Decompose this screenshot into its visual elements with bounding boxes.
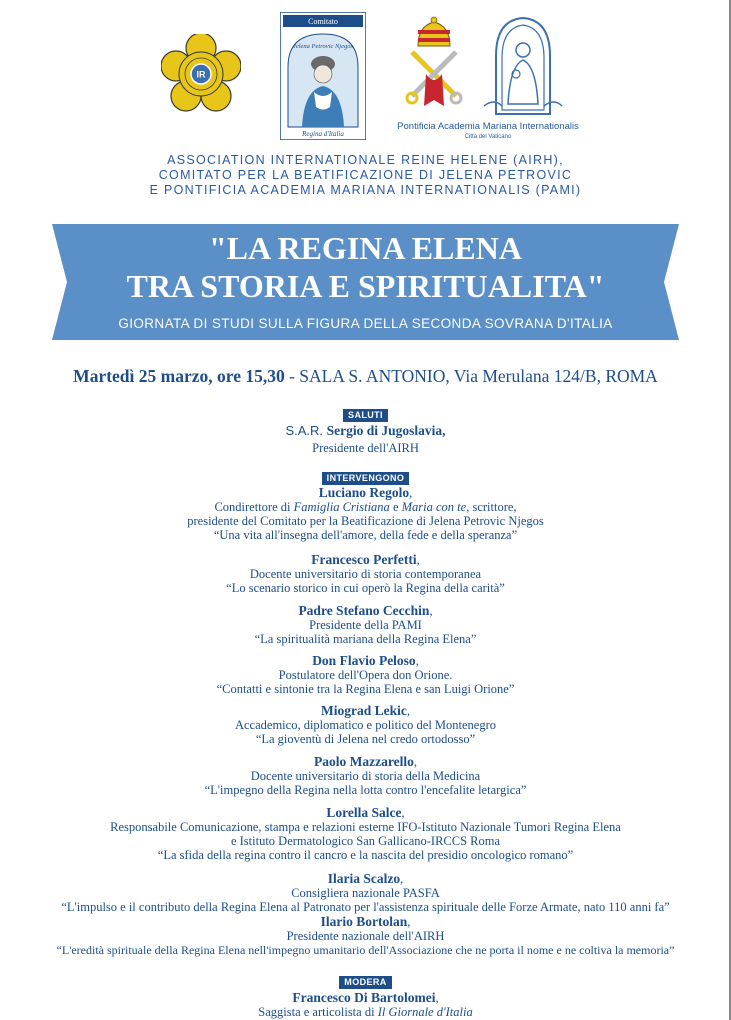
title-banner <box>52 224 679 340</box>
saluti-speaker <box>0 424 731 438</box>
role-text: Condirettore di <box>214 500 294 514</box>
publication-name: Il Giornale d'Italia <box>377 1005 473 1019</box>
speaker-bortolan-role: Presidente nazionale dell'AIRH <box>286 929 445 943</box>
speaker-name: Francesco Perfetti <box>311 552 417 567</box>
title-line-1: "LA REGINA ELENA <box>209 230 522 266</box>
speaker-salce-name: Lorella Salce, <box>326 805 405 820</box>
speaker-name: Lorella Salce <box>326 805 402 820</box>
speaker-name: Paolo Mazzarello <box>314 754 414 769</box>
saluti-prefix: S.A.R. <box>285 423 327 438</box>
pami-name: Pontificia Academia Mariana Internationalis <box>397 121 579 132</box>
speaker-name: Luciano Regolo <box>318 485 410 500</box>
speaker-perfetti-name: Francesco Perfetti, <box>311 552 420 567</box>
speaker-mazzarello-talk: “L'impegno della Regina nella lotta contro l'encefalite letargica” <box>204 783 527 797</box>
speaker-perfetti-role: Docente universitario di storia contemporanea <box>249 567 482 581</box>
speaker-name: Don Flavio Peloso <box>312 653 416 668</box>
speaker-lekic-talk: “La gioventù di Jelena nel credo ortodosso” <box>255 732 476 746</box>
speaker-scalzo-talk: “L'impulso e il contributo della Regina Elena al Patronato per l'assistenza spirituale delle Forze Armate, nato 110 anni fa” <box>61 900 670 914</box>
role-text: , scrittore, <box>466 500 517 514</box>
comitato-label: Comitato <box>308 17 338 26</box>
speaker-salce-role: Responsabile Comunicazione, stampa e relazioni esterne IFO-Istituto Nazionale Tumori Regina Elena <box>110 820 621 834</box>
speaker-bortolan-talk: “L'eredità spirituale della Regina Elena nell'impegno umanitario dell'Associazione che ne porta il nome e ne coltiva la memoria” <box>56 943 675 957</box>
speaker-cecchin-role: Presidente della PAMI <box>309 618 422 632</box>
rose-logo-icon <box>161 34 241 114</box>
speaker-salce-talk: “La sfida della regina contro il cancro e la nascita del presidio oncologico romano” <box>157 848 574 862</box>
saluti-name: Sergio di Jugoslavia, <box>326 423 446 438</box>
speaker-name: Ilario Bortolan <box>320 914 408 929</box>
role-text: e <box>389 500 402 514</box>
event-date: Martedì 25 marzo, ore 15,30 <box>73 366 285 386</box>
speaker-mazzarello-name: Paolo Mazzarello, <box>314 754 417 769</box>
modera-label: MODERA <box>339 976 391 989</box>
comitato-footer: Regina d'Italia <box>302 130 344 138</box>
speaker-peloso-talk: “Contatti e sintonie tra la Regina Elena e san Luigi Orione” <box>216 682 515 696</box>
rose-initials: IR <box>196 69 206 80</box>
publication-name: Famiglia Cristiana <box>293 500 390 514</box>
speaker-cecchin-name: Padre Stefano Cecchin, <box>298 603 433 618</box>
association-line-3: E PONTIFICIA ACADEMIA MARIANA INTERNATIONALIS (PAMI) <box>149 183 582 197</box>
speaker-regolo-role-2: presidente del Comitato per la Beatificazione di Jelena Petrovic Njegos <box>187 514 544 528</box>
intervengono-badge <box>0 468 731 481</box>
association-line-1: ASSOCIATION INTERNATIONALE REINE HELENE (AIRH), <box>167 153 564 167</box>
pami-location: Città del Vaticano <box>464 134 512 140</box>
moderator-role <box>0 1005 731 1019</box>
modera-badge <box>0 972 731 985</box>
role-text: Saggista e articolista di <box>258 1005 378 1019</box>
speaker-salce-role-2: e Istituto Dermatologico San Gallicano-IRCCS Roma <box>230 834 501 848</box>
publication-name: Maria con te <box>401 500 467 514</box>
pami-logo-icon <box>404 16 564 118</box>
saluti-role: Presidente dell'AIRH <box>312 441 419 455</box>
banner-subtitle: GIORNATA DI STUDI SULLA FIGURA DELLA SECONDA SOVRANA D'ITALIA <box>118 316 613 331</box>
speaker-peloso-role: Postulatore dell'Opera don Orione. <box>278 668 453 682</box>
speaker-scalzo-role: Consigliera nazionale PASFA <box>291 886 440 900</box>
speaker-scalzo-name: Ilaria Scalzo, <box>327 871 404 886</box>
saluti-label: SALUTI <box>343 409 388 422</box>
speaker-lekic-name: Miograd Lekic, <box>321 703 410 718</box>
speaker-name: Ilaria Scalzo <box>327 871 401 886</box>
speaker-mazzarello-role: Docente universitario di storia della Medicina <box>250 769 481 783</box>
title-line-2: TRA STORIA E SPIRITUALITA" <box>126 268 605 304</box>
comitato-arc: Jelena Petrovic Njegos <box>292 43 354 50</box>
speaker-bortolan-name: Ilario Bortolan, <box>320 914 411 929</box>
speaker-regolo-talk: “Una vita all'insegna dell'amore, della fede e della speranza” <box>213 528 518 542</box>
association-line-2: COMITATO PER LA BEATIFICAZIONE DI JELENA PETROVIC <box>158 168 573 182</box>
speaker-regolo-name: Luciano Regolo, <box>318 485 413 500</box>
speaker-name: Padre Stefano Cecchin <box>298 603 430 618</box>
speaker-regolo-role <box>0 500 731 514</box>
event-location: - SALA S. ANTONIO, Via Merulana 124/B, ROMA <box>284 366 658 386</box>
intervengono-label: INTERVENGONO <box>322 472 410 485</box>
speaker-peloso-name: Don Flavio Peloso, <box>312 653 419 668</box>
moderator-name: Francesco Di Bartolomei, <box>292 990 439 1005</box>
event-date-location <box>0 366 731 387</box>
speaker-name: Miograd Lekic <box>321 703 407 718</box>
speaker-lekic-role: Accademico, diplomatico e politico del Montenegro <box>234 718 497 732</box>
comitato-logo-icon <box>280 12 366 140</box>
speaker-cecchin-talk: “La spiritualità mariana della Regina Elena” <box>254 632 477 646</box>
speaker-name: Francesco Di Bartolomei <box>292 990 436 1005</box>
saluti-badge <box>0 405 731 418</box>
speaker-perfetti-talk: “Lo scenario storico in cui operò la Regina della carità” <box>226 581 505 595</box>
